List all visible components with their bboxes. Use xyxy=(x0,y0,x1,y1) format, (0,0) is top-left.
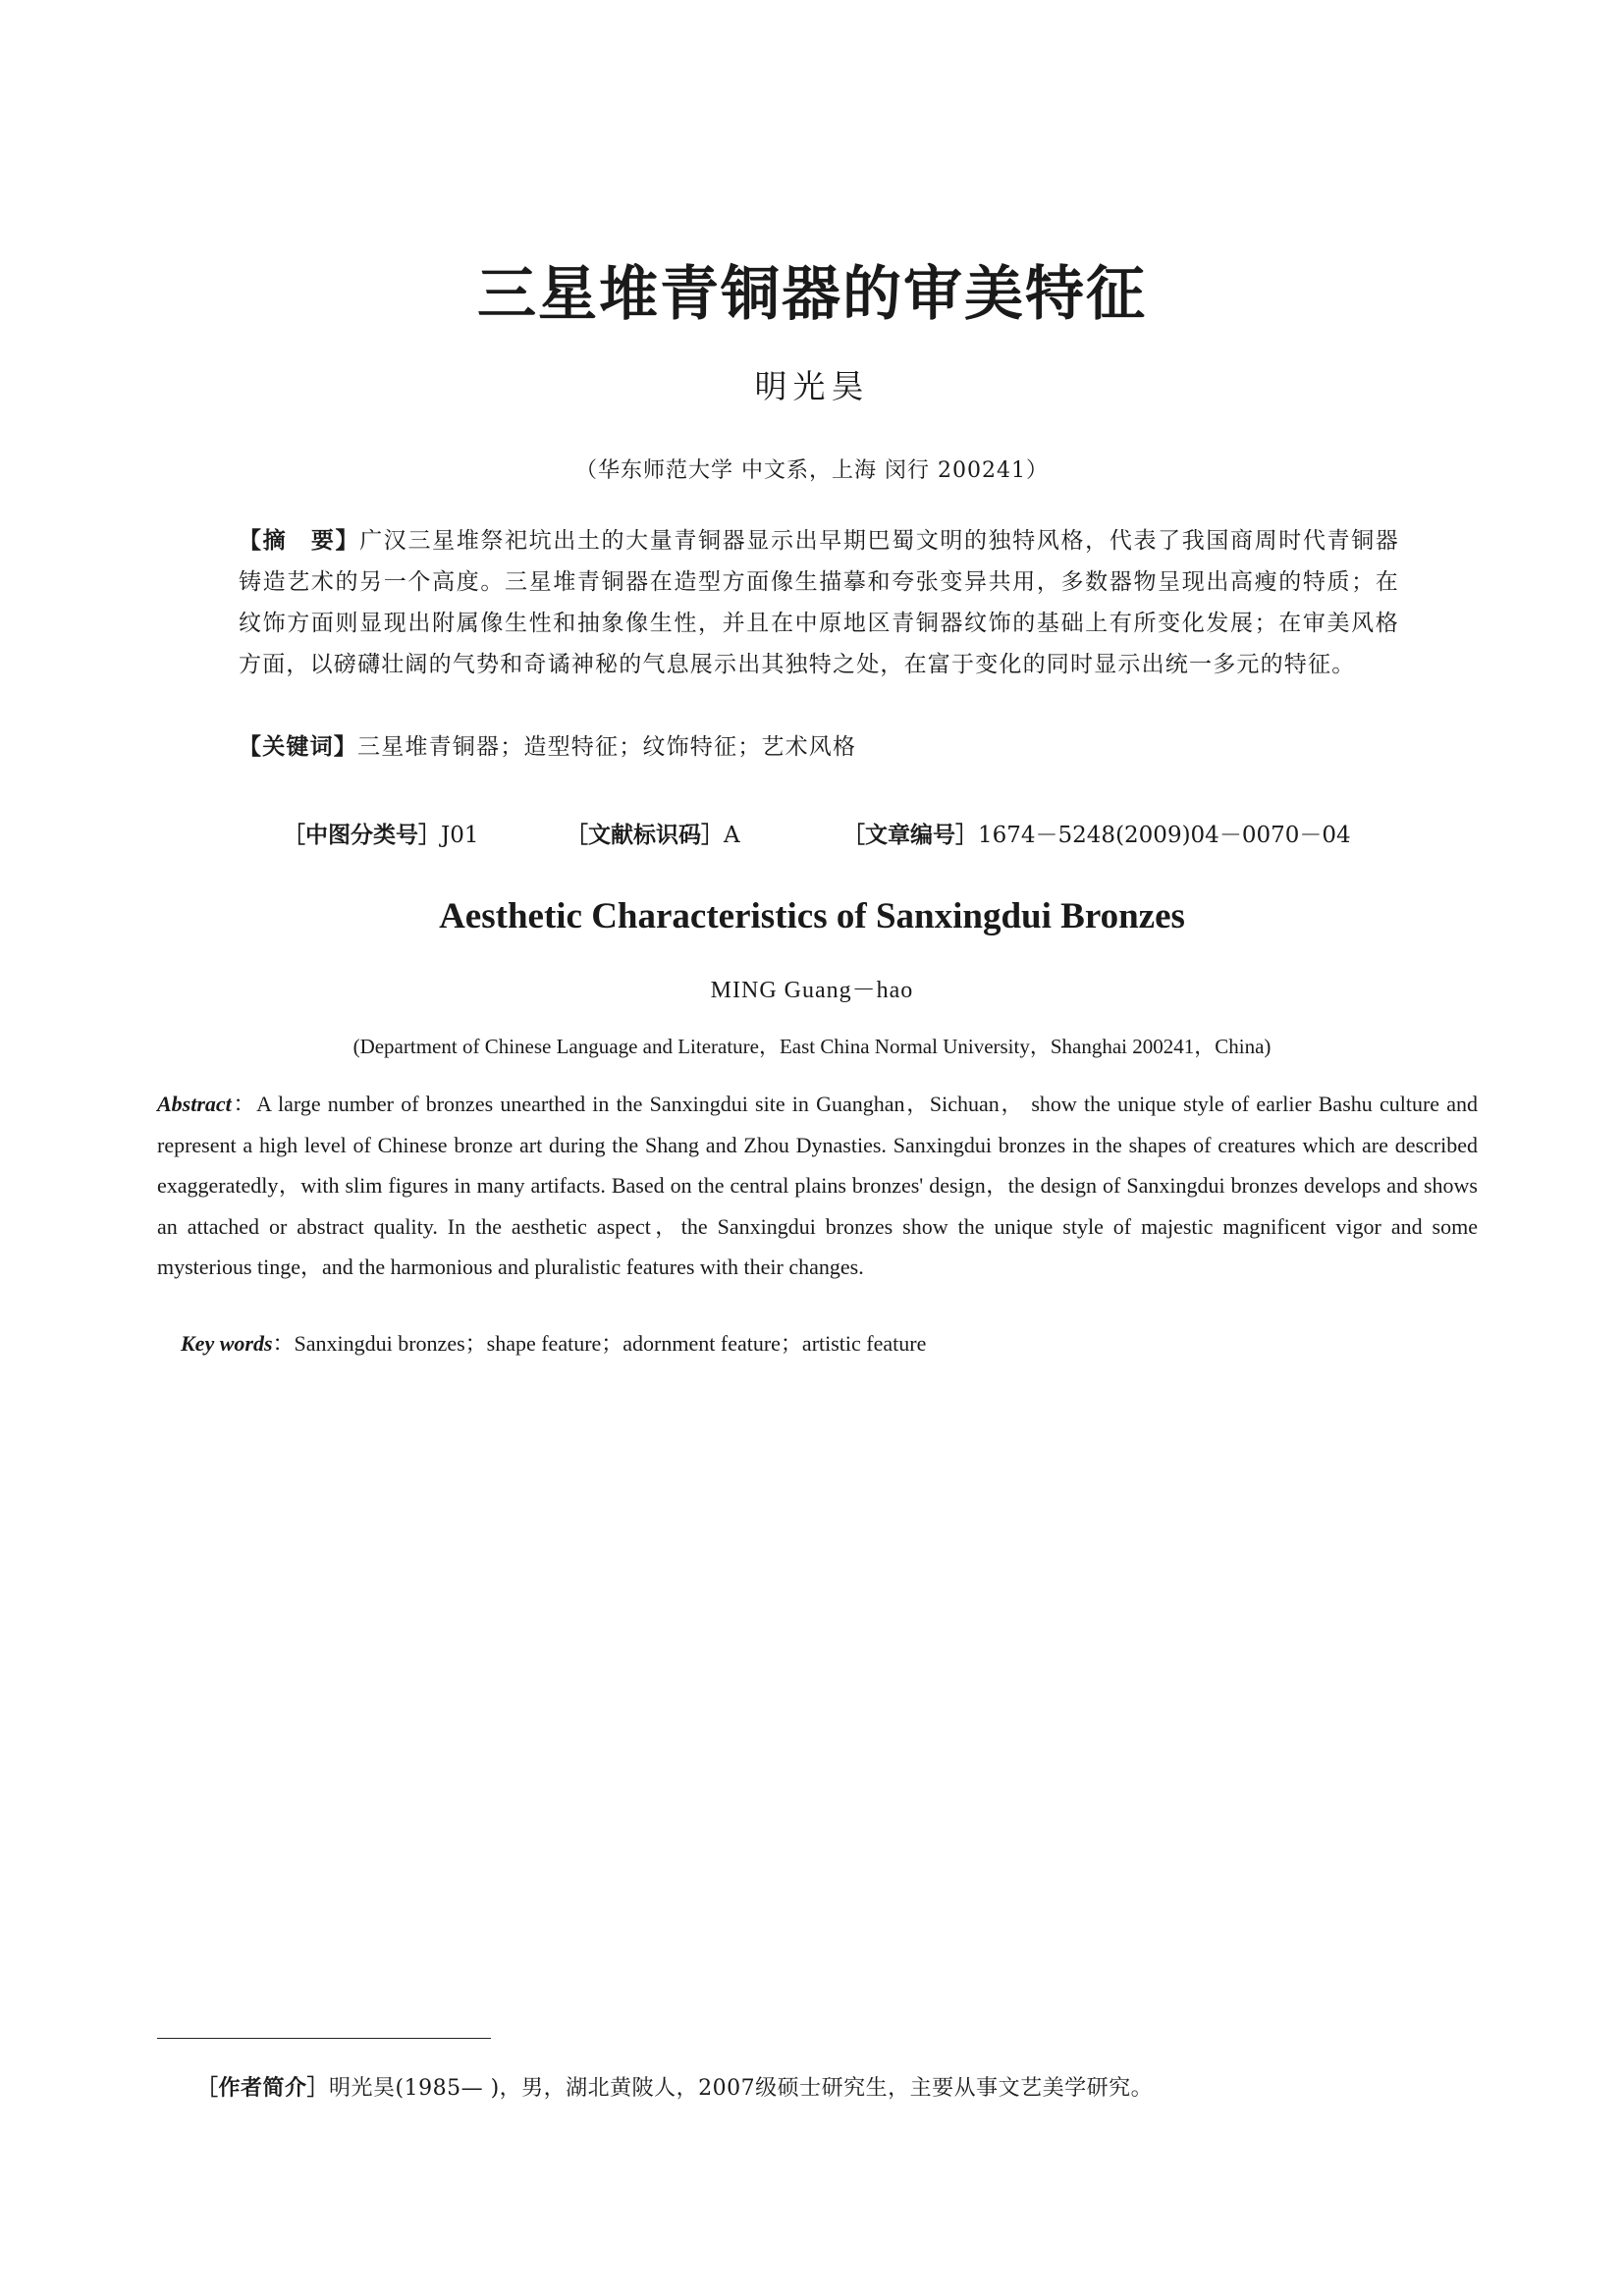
english-affiliation: (Department of Chinese Language and Literature，East China Normal University，Shanghai 200241，China) xyxy=(352,1035,1272,1058)
chinese-title: 三星堆青铜器的审美特征 xyxy=(477,260,1147,329)
footnote-text: 明光昊(1985— )，男，湖北黄陂人，2007级硕士研究生，主要从事文艺美学研究。 xyxy=(329,2076,1154,2101)
footnote-label: ［作者简介］ xyxy=(196,2075,330,2101)
english-author: MING Guang－hao xyxy=(710,978,914,1003)
english-keywords-label: Key words xyxy=(181,1331,273,1356)
footnote-divider xyxy=(157,2038,491,2039)
clc-number xyxy=(283,817,479,849)
document-code xyxy=(566,817,740,849)
author-footnote xyxy=(196,2071,1153,2102)
document-code-label: ［文献标识码］ xyxy=(566,822,724,848)
chinese-abstract-label: 【摘 要】 xyxy=(239,527,360,554)
english-keywords xyxy=(181,1327,1477,1358)
english-abstract-text: ：A large number of bronzes unearthed in the Sanxingdui site in Guanghan，Sichuan， show the unique style of earlier Bashu culture and represent a high level of Chinese bronze art during the Shang and Zhou Dynasties. Sanxingdui bronzes in the shapes of creatures which are described exaggeratedly，with slim figures in many artifacts. Based on the central plains bronzes' design，the design of Sanxingdui bronzes develops and shows an attached or abstract quality. In the aesthetic aspect，the Sanxingdui bronzes show the unique style of majestic magnificent vigor and some mysterious tinge，and the harmonious and pluralistic features with their changes. xyxy=(157,1092,1478,1279)
chinese-keywords-label: 【关键词】 xyxy=(239,733,357,760)
document-code-value: A xyxy=(724,823,740,848)
english-abstract xyxy=(157,1084,1478,1288)
chinese-abstract-text: 广汉三星堆祭祀坑出土的大量青铜器显示出早期巴蜀文明的独特风格，代表了我国商周时代青铜器铸造艺术的另一个高度。三星堆青铜器在造型方面像生描摹和夸张变异共用，多数器物呈现出高瘦的特质；在纹饰方面则显现出附属像生性和抽象像生性，并且在中原地区青铜器纹饰的基础上有所变化发展；在审美风格方面，以磅礴壮阔的气势和奇谲神秘的气息展示出其独特之处，在富于变化的同时显示出统一多元的特征。 xyxy=(239,528,1399,677)
chinese-author: 明光昊 xyxy=(754,367,870,405)
article-number-label: ［文章编号］ xyxy=(842,822,978,848)
chinese-keywords xyxy=(239,728,1399,761)
clc-value: J01 xyxy=(441,823,479,848)
chinese-keywords-text: 三星堆青铜器；造型特征；纹饰特征；艺术风格 xyxy=(357,734,857,760)
clc-label: ［中图分类号］ xyxy=(283,822,441,848)
article-number-value: 1674－5248(2009)04－0070－04 xyxy=(978,823,1351,848)
english-abstract-label: Abstract xyxy=(157,1092,232,1116)
english-title: Aesthetic Characteristics of Sanxingdui Bronzes xyxy=(439,896,1185,936)
chinese-affiliation: （华东师范大学 中文系，上海 闵行 200241） xyxy=(575,458,1049,483)
chinese-abstract xyxy=(239,520,1399,685)
english-keywords-text: ：Sanxingdui bronzes；shape feature；adornment feature；artistic feature xyxy=(272,1331,927,1356)
article-number xyxy=(842,817,1351,849)
